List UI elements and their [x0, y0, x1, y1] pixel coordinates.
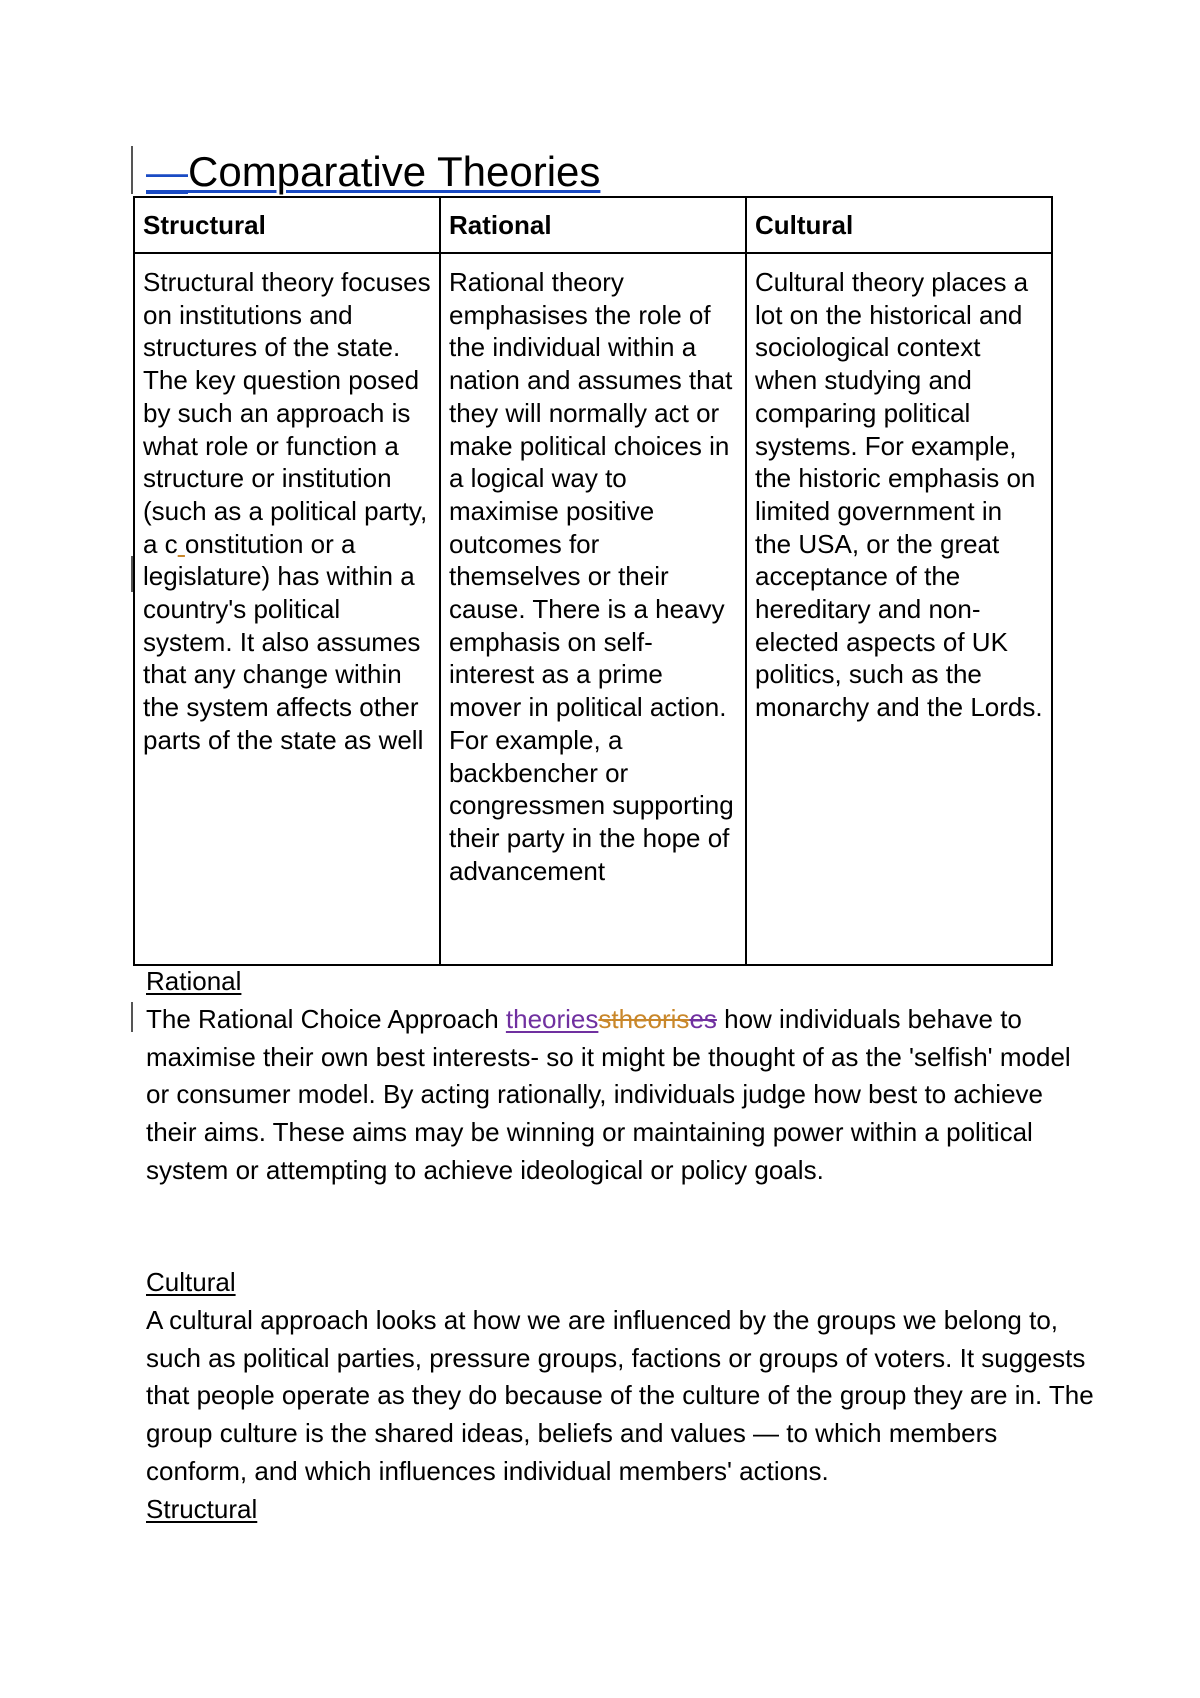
cell-rational: Rational theory emphasises the role of the individual within a nation and assumes that they will normally act or make political choices in a logical way to maximise positive outcomes for themselves or their cause. There is a heavy emphasis on self-interest as a prime mover in political action. For example, a backbencher or congressmen supporting their party in the hope of advancement	[440, 253, 746, 965]
section-paragraph-rational	[146, 1001, 1096, 1190]
paragraph-text: how individuals behave to maximise their own best interests- so it might be thought of as the 'selfish' model or consumer model. By acting rationally, individuals judge how best to achieve their aims. These aims may be winning or maintaining power within a political system or attempting to achieve ideological or policy goals.	[146, 1003, 1071, 1185]
cell-cultural: Cultural theory places a lot on the historical and sociological context when studying and comparing political systems. For example, the historic emphasis on limited government in the USA, or the great acceptance of the hereditary and non-elected aspects of UK politics, such as the monarchy and the Lords.	[746, 253, 1052, 965]
cell-structural-text-continued: onstitution or a legislature) has within a country's political system. It also assumes that any change within the system affects other parts of the state as well	[143, 528, 424, 755]
section-heading-cultural: Cultural	[146, 1267, 236, 1297]
table-header-row	[134, 197, 1052, 253]
section-paragraph-cultural: A cultural approach looks at how we are influenced by the groups we belong to, such as political parties, pressure groups, factions or groups of voters. It suggests that people operate as they do because of the culture of the group they are in. The group culture is the shared ideas, beliefs and values — to which members conform, and which influences individual members' actions.	[146, 1304, 1094, 1486]
cell-structural	[134, 253, 440, 965]
tracked-insertion: theories	[505, 1003, 599, 1034]
section-rational	[146, 963, 1096, 1190]
table-row	[134, 253, 1052, 965]
title-dash: —	[146, 148, 188, 195]
header-cultural: Cultural	[746, 197, 1052, 253]
tracked-deletion: es	[689, 1003, 717, 1034]
section-heading-structural: Structural	[146, 1493, 258, 1524]
section-heading-rational: Rational	[146, 966, 242, 996]
cell-structural-text: Structural theory focuses on institutions and structures of the state. The key question posed by such an approach is what role or function a structure or institution (such as a political party, a c	[143, 267, 431, 559]
tracked-deletion: s	[598, 1003, 612, 1034]
change-bar	[131, 1002, 133, 1032]
tracked-edit-mark	[178, 529, 185, 559]
paragraph-text: The Rational Choice Approach	[146, 1003, 506, 1034]
change-bar	[131, 146, 133, 194]
tracked-deletion: theoris	[611, 1003, 690, 1034]
theories-table	[133, 196, 1053, 966]
page-title	[146, 146, 600, 198]
title-text: Comparative Theories	[188, 148, 601, 195]
section-cultural	[146, 1264, 1096, 1529]
header-rational: Rational	[440, 197, 746, 253]
header-structural: Structural	[134, 197, 440, 253]
